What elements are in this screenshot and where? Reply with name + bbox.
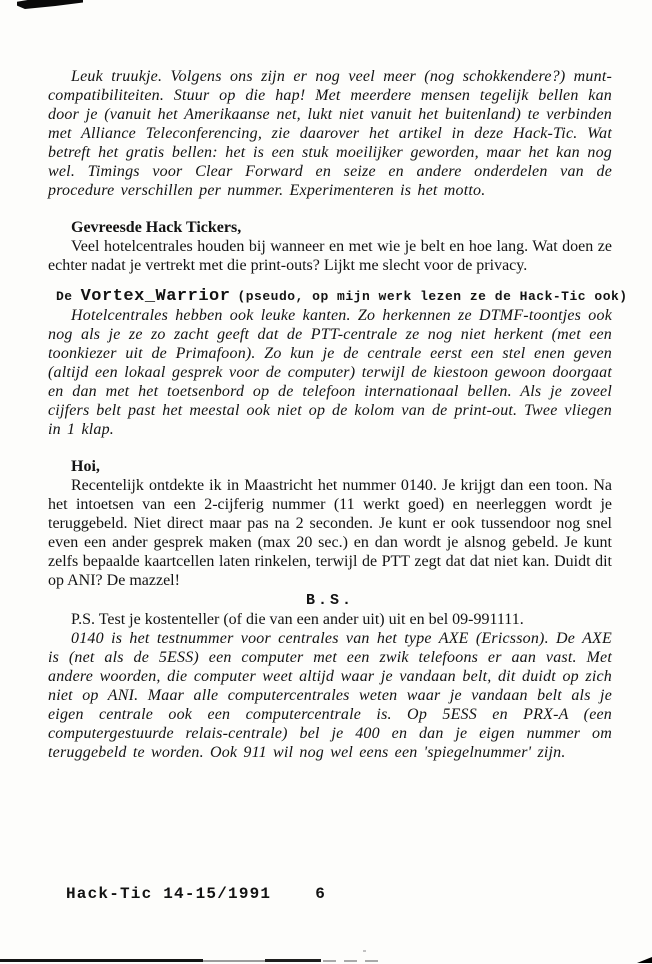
letter-body-maastricht: Recentelijk ontdekte ik in Maastricht het nummer 0140. Je krijgt dan een toon. Na het intoetsen van een 2-cijferig nummer (11 werkt goed) en neerleggen wordt je teruggebeld. Niet direct maar pas na 2 seconden. Je kunt er ook tussendoor nog snel even een ander gesprek maken (max 20 sec.) en dan wordt je alsnog gebeld. Je kunt zelfs bepaalde kaartcellen laten rinkelen, terwijl de PTT zegt dat dat niet kan. Duidt dit op ANI? De mazzel! xyxy=(48,477,612,589)
letter-signature-hotel xyxy=(48,287,628,306)
letter-salutation-maastricht: Hoi, xyxy=(71,458,100,475)
signature-prefix: De xyxy=(56,289,73,304)
signature-pseudonym: Vortex_Warrior xyxy=(80,287,231,306)
scan-edge-segment xyxy=(0,959,203,962)
scan-speck xyxy=(363,950,366,952)
page-footer xyxy=(66,885,326,903)
signature-note: (pseudo, op mijn werk lezen ze de Hack-Tic ook) xyxy=(237,289,628,304)
footer-page-number: 6 xyxy=(315,885,327,903)
letter-body-hotel: Veel hotelcentrales houden bij wanneer en met wie je belt en hoe lang. Wat doen ze echter nadat je vertrekt met die print-outs? Lijkt me slecht voor de privacy. xyxy=(48,238,612,274)
scan-edge-segment xyxy=(203,960,265,962)
scan-edge-corner-mark xyxy=(637,957,652,963)
editor-reply-paragraph: Leuk truukje. Volgens ons zijn er nog veel meer (nog schokkendere?) munt-compatibiliteiten. Stuur op die hap! Met meerdere mensen tegelijk bellen kan door je (vanuit het Amerikaanse net, lukt niet vanuit het buitenland) te verbinden met Alliance Teleconferencing, zie daarover het artikel in deze Hack-Tic. Wat betreft het gratis bellen: het is een stuk moeilijker geworden, maar het kan nog wel. Timings voor Clear Forward en seize en andere onderdelen van de procedure verschillen per nummer. Experimenteren is het motto. xyxy=(48,68,612,199)
letter-postscript: P.S. Test je kostenteller (of die van een ander uit) uit en bel 09-991111. xyxy=(71,611,524,628)
editor-reply-paragraph: 0140 is het testnummer voor centrales van het type AXE (Ericsson). De AXE is (net als de 5ESS) een computer met een zwik telefoons er aan vast. Met andere woorden, die computer weet altijd waar je vandaan belt, dit duidt op zich niet op ANI. Maar alle computercentrales weten waar je vandaan belt als je eigen centrale ook een computercentrale is. Op 5ESS en PRX-A (een computergestuurde relais-centrale) bel je 400 en dan je eigen nummer om teruggebeld te worden. Ook 911 wil nog wel eens een 'spiegelnummer' zijn. xyxy=(48,630,612,761)
letter-signature-maastricht: B.S. xyxy=(305,592,354,609)
footer-issue-label: Hack-Tic 14-15/1991 xyxy=(66,885,272,903)
letter-salutation-hotel: Gevreesde Hack Tickers, xyxy=(71,219,242,236)
scan-edge-segment xyxy=(265,959,321,962)
scan-edge-bottom xyxy=(0,956,652,964)
editor-reply-paragraph: Hotelcentrales hebben ook leuke kanten. Zo herkennen ze DTMF-toontjes ook nog als je ze zo zacht geeft dat de PTT-centrale ze nog niet herkent (met een toonkiezer uit de Primafoon). Zo kun je de centrale eerst een stel enen geven (altijd een lokaal gesprek voor de computer) terwijl de kiestoon gewoon doorgaat en dan met het toetsenbord op de telefoon internationaal bellen. Als je zoveel cijfers belt past het meestal ook niet op de kolom van de print-out. Twee vliegen in 1 klap. xyxy=(48,307,612,438)
scan-edge-segment xyxy=(323,960,383,962)
